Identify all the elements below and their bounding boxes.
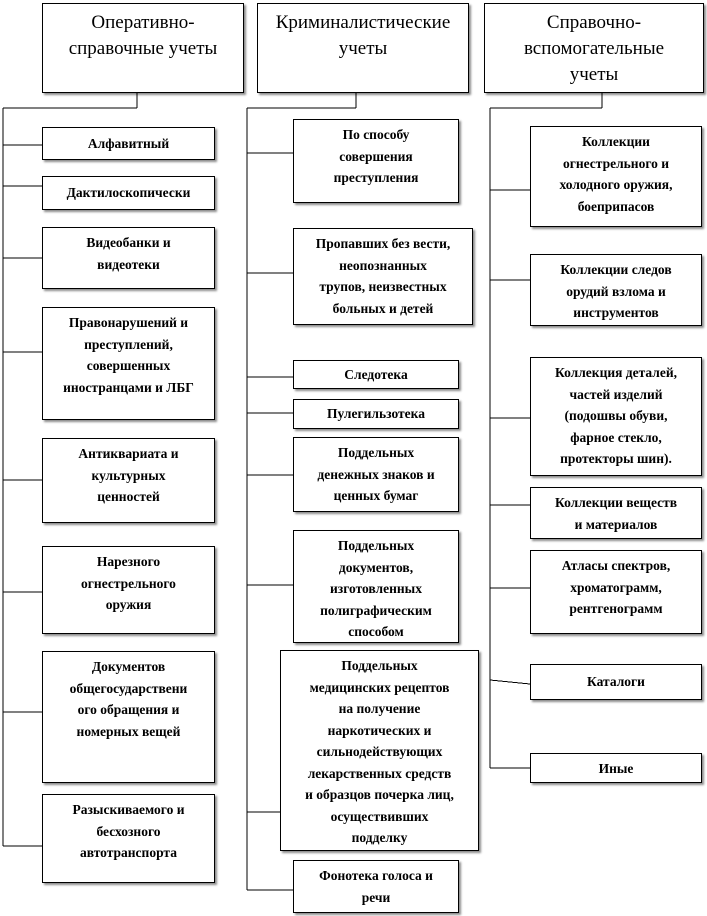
col1-item-label: Алфавитный [87, 136, 170, 151]
col1-item [42, 438, 215, 523]
col2-item-label: По способу совершения преступления [333, 127, 419, 185]
col2-header [257, 3, 469, 93]
col2-item [293, 437, 459, 512]
col3-item [530, 254, 702, 326]
col1-item [42, 794, 215, 883]
col3-item [530, 126, 702, 227]
col2-header-title: Криминалистические учеты [275, 12, 451, 59]
col2-item-label: Поддельных медицинских рецептов на получение наркотических и сильнодействующих лекарственных средств и образцов почерка лиц, осуществивших подделку [305, 658, 454, 845]
col1-item-label: Нарезного огнестрельного оружия [81, 554, 176, 612]
col3-item-label: Коллекции следов орудий взлома и инструментов [560, 262, 672, 320]
col3-header [484, 3, 704, 93]
col3-item-label: Каталоги [587, 674, 645, 689]
col2-item [293, 119, 459, 203]
col2-item [293, 399, 459, 429]
col2-item [293, 860, 459, 913]
col1-header [42, 3, 244, 93]
col3-item [530, 550, 702, 634]
col2-item [293, 228, 473, 325]
col1-item-label: Антиквариата и культурных ценностей [78, 446, 179, 504]
col1-item-label: Документов общегосударствени ого обращения и номерных вещей [69, 659, 188, 739]
col2-item-label: Пропавших без вести, неопознанных трупов, неизвестных больных и детей [315, 236, 451, 316]
col3-item [530, 664, 702, 700]
col3-item [530, 357, 702, 476]
col1-item [42, 546, 215, 634]
col2-item-label: Следотека [344, 367, 408, 382]
col1-item-label: Разыскиваемого и бесхозного автотранспорта [72, 802, 185, 860]
col3-item-label: Иные [598, 761, 634, 776]
col2-item-label: Поддельных документов, изготовленных полиграфическим способом [320, 538, 432, 639]
col3-header-title: Справочно- вспомогательные учеты [523, 12, 665, 85]
col2-item [293, 360, 459, 389]
col1-item [42, 307, 215, 420]
col1-item [42, 176, 215, 210]
col3-item [530, 753, 702, 783]
col1-item [42, 651, 215, 783]
col1-item [42, 127, 215, 160]
col2-item [280, 650, 479, 851]
col3-item [530, 487, 702, 539]
col1-item [42, 227, 215, 289]
col3-item-label: Коллекции веществ и материалов [554, 495, 678, 532]
col3-branch [490, 680, 530, 684]
col3-item-label: Атласы спектров, хроматограмм, рентгенограмм [561, 558, 671, 616]
col1-item-label: Видеобанки и видеотеки [86, 235, 171, 272]
col3-item-label: Коллекция деталей, частей изделий (подошвы обуви, фарное стекло, протекторы шин). [554, 365, 678, 466]
col2-item-label: Фонотека голоса и речи [319, 868, 433, 905]
col1-item-label: Правонарушений и преступлений, совершенных иностранцами и ЛБГ [63, 315, 194, 395]
col2-item-label: Пулегильзотека [327, 406, 425, 421]
col1-header-title: Оперативно- справочные учеты [68, 12, 218, 59]
col3-item-label: Коллекции огнестрельного и холодного оружия, боеприпасов [559, 134, 673, 214]
col2-item-label: Поддельных денежных знаков и ценных бумаг [317, 445, 435, 503]
col1-item-label: Дактилоскопически [66, 185, 191, 200]
col2-item [293, 530, 459, 643]
